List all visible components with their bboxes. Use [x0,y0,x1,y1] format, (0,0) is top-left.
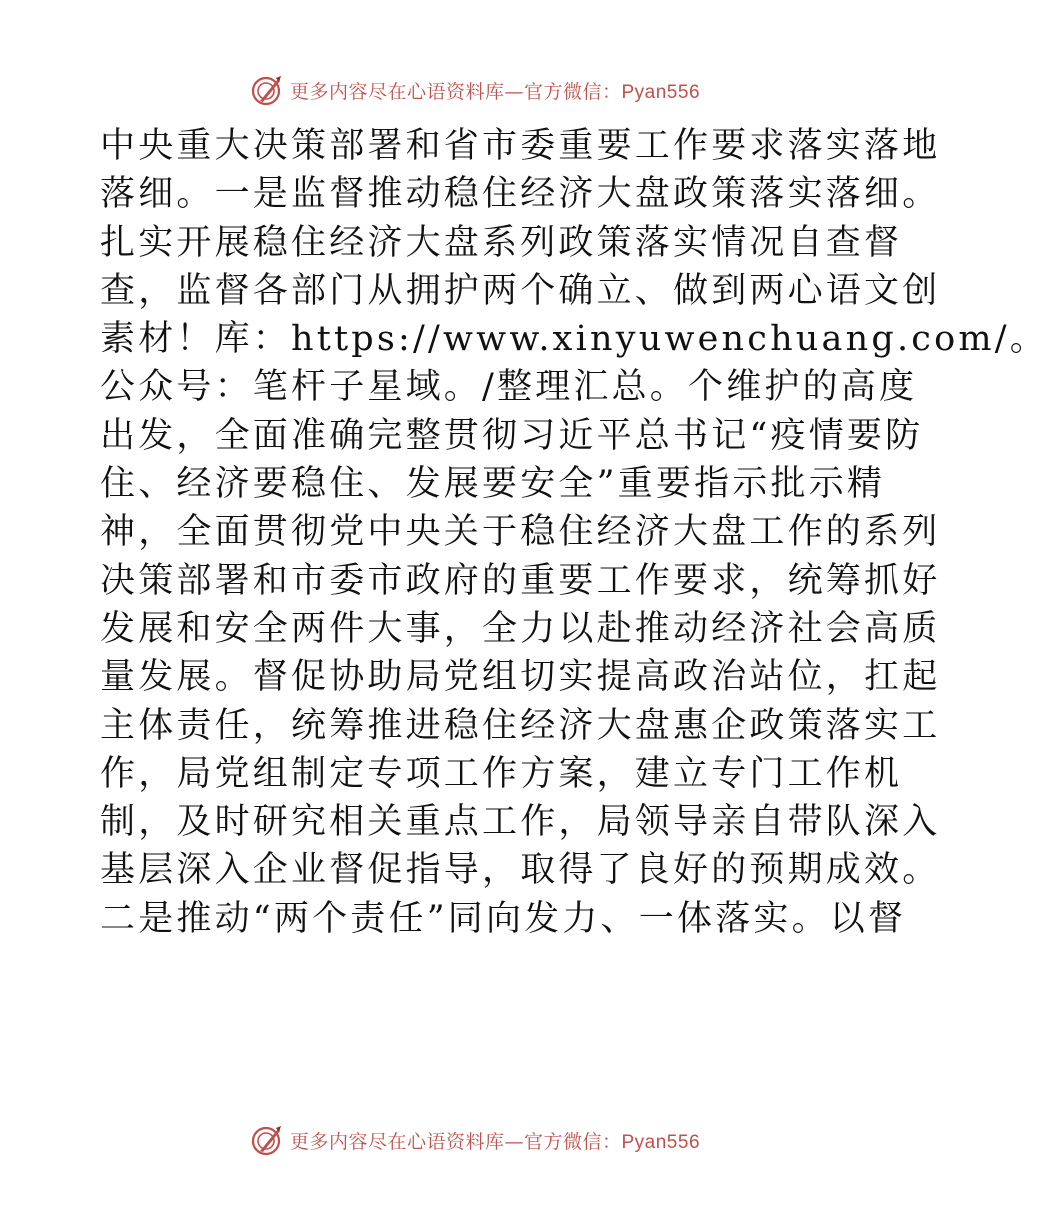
body-line: 基层深入企业督促指导，取得了良好的预期成效。 [100,850,941,891]
body-line: 中央重大决策部署和省市委重要工作要求落实落地 [100,126,941,166]
footer-banner-separator: — [504,1130,524,1153]
header-banner-text [290,77,700,104]
body-line: 发展和安全两件大事，全力以赴推动经济社会高质 [100,608,941,649]
header-wechat-id: Pyan556 [621,81,701,103]
body-line: 二是推动“两个责任”同向发力、一体落实。以督 [100,898,907,939]
document-body [100,122,1048,943]
footer-banner-text [290,1127,700,1154]
quill-logo-icon [250,1123,284,1157]
body-line: 决策部署和市委市政府的重要工作要求，统筹抓好 [100,560,941,601]
header-banner-separator: — [504,80,524,103]
header-banner-cn: 更多内容尽在心语资料库 [289,80,505,103]
footer-wechat-id: Pyan556 [621,1131,701,1153]
body-line: 主体责任，统筹推进稳住经济大盘惠企政策落实工 [100,705,941,746]
footer-banner-cn: 更多内容尽在心语资料库 [289,1130,505,1153]
header-banner [0,70,950,110]
body-line: 住、经济要稳住、发展要安全”重要指示批示精 [100,464,886,505]
body-line: 量发展。督促协助局党组切实提高政治站位，扛起 [100,657,941,698]
body-line: 制，及时研究相关重点工作，局领导亲自带队深入 [100,802,941,843]
header-banner-official: 官方微信： [523,80,622,103]
body-line: 神，全面贯彻党中央关于稳住经济大盘工作的系列 [100,512,941,553]
body-line: 作，局党组制定专项工作方案，建立专门工作机 [100,753,903,794]
body-line: 查，监督各部门从拥护两个确立、做到两心语文创 [100,270,941,311]
header-banner-inner [250,73,700,107]
body-line: 扎实开展稳住经济大盘系列政策落实情况自查督 [100,222,903,263]
footer-banner-inner [250,1123,700,1157]
body-line: 落细。一是监督推动稳住经济大盘政策落实落细。 [100,174,941,215]
footer-banner-official: 官方微信： [523,1130,622,1153]
quill-logo-icon [250,73,284,107]
body-line: 公众号：笔杆子星域。/整理汇总。个维护的高度 [100,367,918,408]
body-line: 素材！库：https://www.xinyuwenchuang.com/。 [100,319,1048,360]
body-line: 出发，全面准确完整贯彻习近平总书记“疫情要防 [100,415,924,456]
footer-banner [0,1120,950,1160]
